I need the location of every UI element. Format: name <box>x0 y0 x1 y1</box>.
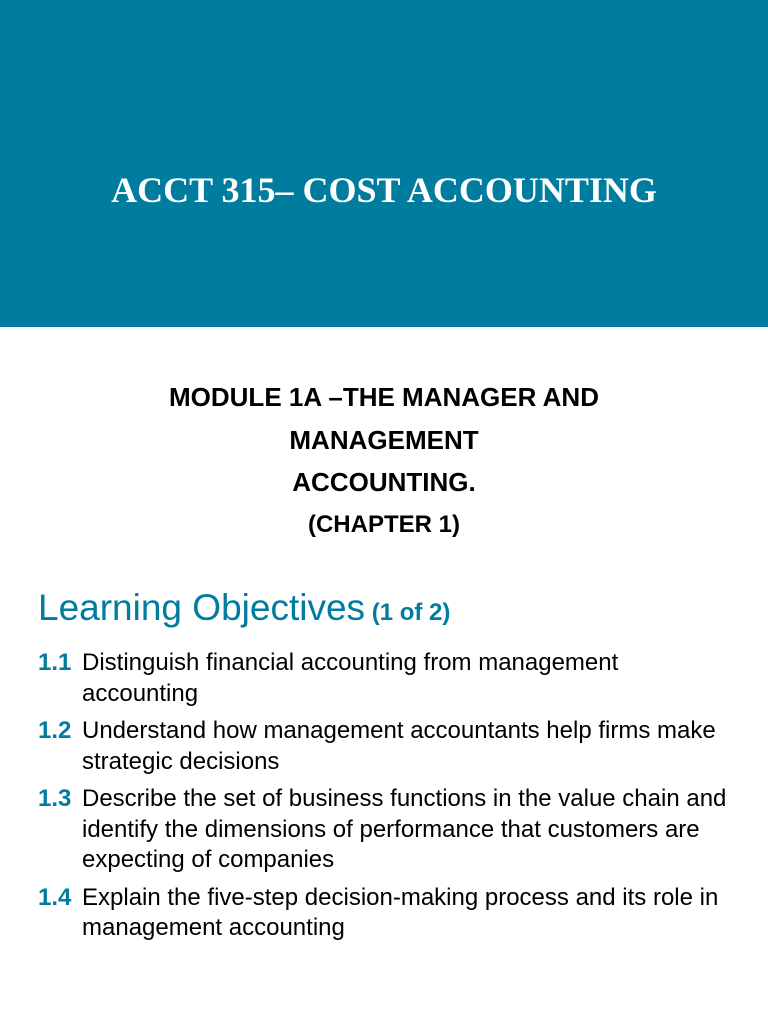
learning-objectives-part: (1 of 2) <box>371 599 451 626</box>
objective-number: 1.2 <box>38 717 72 744</box>
title-banner <box>0 0 768 327</box>
objectives-list <box>38 648 738 951</box>
learning-objectives-heading <box>38 584 450 632</box>
objective-text: Understand how management accountants help firms make strategic decisions <box>82 717 716 775</box>
objective-text: Explain the five-step decision-making process and its role in management accounting <box>82 883 719 941</box>
module-subtitle <box>0 376 768 546</box>
chapter-label: (CHAPTER 1) <box>307 510 460 538</box>
objective-number: 1.3 <box>38 785 72 812</box>
objective-item <box>38 716 738 777</box>
learning-objectives-title: Learning Objectives <box>38 587 366 628</box>
objective-item <box>38 648 738 709</box>
objective-text: Describe the set of business functions in the value chain and identify the dimensions of performance that customers are expecting of companies <box>82 785 727 873</box>
module-line-2: MANAGEMENT <box>289 424 479 455</box>
objective-number: 1.4 <box>38 883 72 911</box>
module-line-1: MODULE 1A –THE MANAGER AND <box>169 382 599 412</box>
objective-item <box>38 784 738 876</box>
course-title: ACCT 315– COST ACCOUNTING <box>111 170 657 210</box>
objective-number: 1.1 <box>38 649 72 676</box>
objective-text: Distinguish financial accounting from management accounting <box>82 649 619 707</box>
module-line-3: ACCOUNTING. <box>292 467 476 497</box>
objective-item <box>38 883 738 944</box>
